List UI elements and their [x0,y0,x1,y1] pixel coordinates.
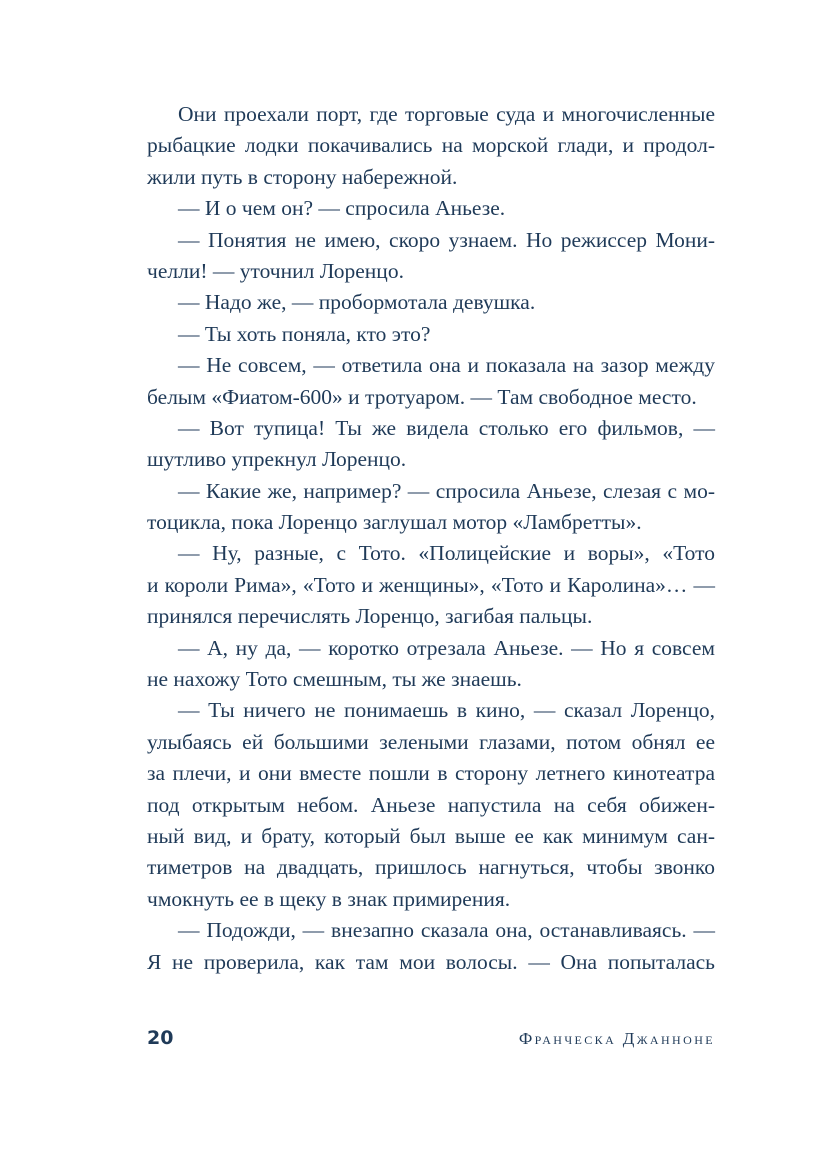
text-line: — Надо же, — пробормотала девушка. [178,290,536,315]
text-line: тоцикла, пока Лоренцо заглушал мотор «Ламбретты». [147,510,642,535]
text-line: — Ты ничего не понимаешь в кино, — сказал Лоренцо, [178,698,715,723]
text-line: — Какие же, например? — спросила Аньезе, слезая с мо- [178,478,715,503]
text-line: — И о чем он? — спросила Аньезе. [178,196,506,221]
text-line: и короли Рима», «Тото и женщины», «Тото и Каролина»… — [147,572,715,597]
text-line: принялся перечислять Лоренцо, загибая пальцы. [147,604,593,629]
text-line: — Вот тупица! Ты же видела столько его фильмов, — [178,415,715,440]
text-line: улыбаясь ей большими зелеными глазами, потом обнял ее [147,729,715,754]
text-line: шутливо упрекнул Лоренцо. [147,447,407,472]
text-line: — А, ну да, — коротко отрезала Аньезе. — Но я совсем [178,635,715,660]
text-line: чмокнуть ее в щеку в знак примирения. [147,886,511,911]
text-line: белым «Фиатом-600» и тротуаром. — Там свободное место. [147,384,697,409]
text-line: — Ну, разные, с Тото. «Полицейские и воры», «Тото [178,541,715,566]
text-line: — Ты хоть поняла, кто это? [178,321,431,346]
text-line: за плечи, и они вместе пошли в сторону летнего кинотеатра [147,761,715,786]
text-line: под открытым небом. Аньезе напустила на себя обижен- [147,792,715,817]
text-line: жили путь в сторону набережной. [147,164,458,189]
page-number: 20 [147,1027,174,1049]
text-line: — Не совсем, — ответила она и показала на зазор между [178,353,715,378]
text-line: тиметров на двадцать, пришлось нагнуться, чтобы звонко [147,855,715,880]
running-footer-author: Франческа Джанноне [518,1029,715,1048]
text-line: Они проехали порт, где торговые суда и многочисленные [178,102,715,126]
text-line: челли! — уточнил Лоренцо. [147,258,404,283]
body-text [147,99,715,978]
text-line: не нахожу Тото смешным, ты же знаешь. [147,667,522,692]
text-line: — Понятия не имею, скоро узнаем. Но режиссер Мони- [178,227,715,252]
text-line: ный вид, и брату, который был выше ее как минимум сан- [147,823,715,848]
text-line: рыбацкие лодки покачивались на морской глади, и продол- [147,133,715,158]
text-line: — Подожди, — внезапно сказала она, останавливаясь. — [178,918,715,943]
text-line: Я не проверила, как там мои волосы. — Она попыталась [147,949,715,974]
